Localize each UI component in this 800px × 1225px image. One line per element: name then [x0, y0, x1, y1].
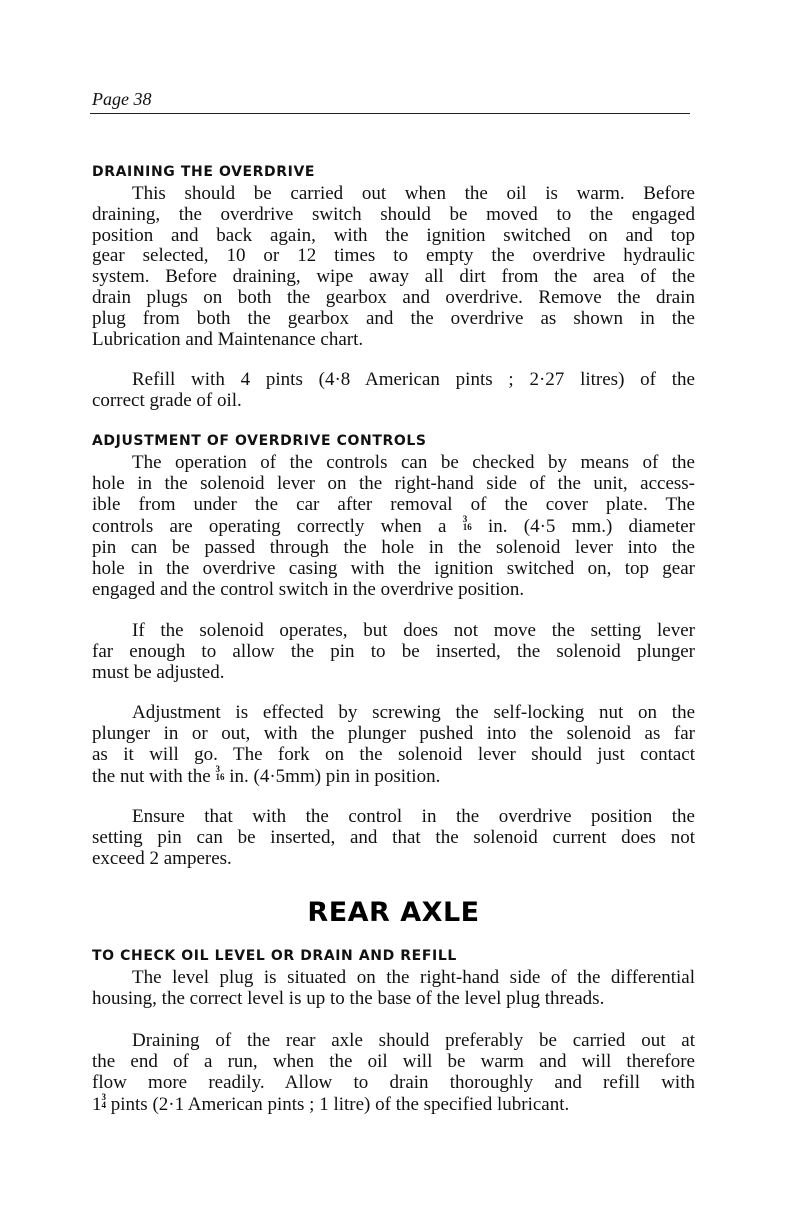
paragraph-draining-instructions	[92, 184, 695, 350]
text-line: Refill with 4 pints (4·8 American pints ; 2·27 litres) of the	[132, 369, 695, 390]
mixed-number-whole: 1	[92, 1094, 102, 1116]
text-line-with-fraction	[92, 765, 695, 788]
section-heading-check-oil-level: TO CHECK OIL LEVEL OR DRAIN AND REFILL	[92, 948, 457, 964]
text-line: system. Before draining, wipe away all dirt from the area of the	[92, 266, 695, 288]
text-line: plunger in or out, with the plunger pushed into the solenoid as far	[92, 722, 695, 744]
text-line: pin can be passed through the hole in the solenoid lever into the	[92, 537, 695, 559]
text-line: as it will go. The fork on the solenoid lever should just contact	[92, 743, 695, 765]
text-fragment: in. (4·5 mm.) diameter	[487, 516, 696, 538]
text-line: hole in the solenoid lever on the right-hand side of the unit, access-	[92, 472, 695, 494]
paragraph-adjustment-procedure	[92, 703, 695, 788]
text-fragment: the nut with the	[92, 766, 211, 788]
text-line: housing, the correct level is up to the base of the level plug threads.	[92, 987, 605, 1009]
chapter-title-rear-axle: REAR AXLE	[307, 897, 480, 928]
text-line: This should be carried out when the oil is warm. Before	[132, 183, 695, 204]
paragraph-ensure-current	[92, 807, 695, 869]
text-line: ible from under the car after removal of the cover plate. The	[92, 493, 695, 515]
text-line: drain plugs on both the gearbox and overdrive. Remove the drain	[92, 286, 695, 308]
fraction-three-quarters	[102, 1093, 107, 1109]
fraction-denominator: 16	[462, 522, 472, 533]
text-fragment: pints (2·1 American pints ; 1 litre) of the specified lubricant.	[110, 1094, 570, 1116]
text-line: The level plug is situated on the right-hand side of the differential	[132, 967, 695, 988]
text-line: Draining of the rear axle should preferably be carried out at	[132, 1030, 695, 1051]
fraction-denominator: 4	[101, 1100, 106, 1111]
text-line: exceed 2 amperes.	[92, 847, 232, 869]
text-line: engaged and the control switch in the overdrive position.	[92, 578, 525, 600]
text-line: hole in the overdrive casing with the ignition switched on, top gear	[92, 557, 695, 579]
section-heading-adjustment-controls: ADJUSTMENT OF OVERDRIVE CONTROLS	[92, 433, 427, 449]
fraction-numerator: 3	[462, 514, 468, 525]
text-line: must be adjusted.	[92, 661, 225, 683]
fraction-numerator: 3	[101, 1092, 106, 1103]
text-line: far enough to allow the pin to be inserted, the solenoid plunger	[92, 640, 695, 662]
text-line: Adjustment is effected by screwing the self-locking nut on the	[132, 702, 695, 723]
text-line: Ensure that with the control in the overdrive position the	[132, 806, 695, 827]
paragraph-level-plug	[92, 968, 695, 1010]
fraction-three-sixteenths	[463, 515, 472, 531]
fraction-numerator: 3	[215, 764, 220, 775]
text-line: The operation of the controls can be checked by means of the	[132, 452, 695, 473]
text-line: setting pin can be inserted, and that the solenoid current does not	[92, 826, 695, 848]
text-line: plug from both the gearbox and the overdrive as shown in the	[92, 307, 695, 329]
text-fragment: in. (4·5mm) pin in position.	[229, 766, 441, 788]
text-line-with-fraction	[92, 515, 695, 538]
section-heading-draining-overdrive: DRAINING THE OVERDRIVE	[92, 164, 316, 180]
text-line-with-mixed-number	[92, 1093, 695, 1116]
text-line: draining, the overdrive switch should be moved to the engaged	[92, 203, 695, 225]
paragraph-rear-axle-draining	[92, 1031, 695, 1116]
text-line: position and back again, with the ignition switched on and top	[92, 224, 695, 246]
text-line: correct grade of oil.	[92, 389, 242, 411]
fraction-denominator: 16	[215, 772, 225, 783]
header-rule	[90, 113, 690, 114]
page-number: Page 38	[92, 89, 152, 109]
text-line: If the solenoid operates, but does not move the setting lever	[132, 620, 695, 641]
text-line: flow more readily. Allow to drain thoroughly and refill with	[92, 1071, 695, 1093]
text-fragment: controls are operating correctly when a	[92, 516, 447, 538]
paragraph-refill-quantity	[92, 370, 695, 412]
text-line: the end of a run, when the oil will be warm and will therefore	[92, 1050, 695, 1072]
text-line: gear selected, 10 or 12 times to empty the overdrive hydraulic	[92, 245, 695, 267]
page-header	[92, 89, 692, 115]
paragraph-controls-check	[92, 453, 695, 601]
paragraph-solenoid-adjust-needed	[92, 621, 695, 683]
text-line: Lubrication and Maintenance chart.	[92, 328, 364, 350]
fraction-three-sixteenths	[215, 765, 224, 781]
